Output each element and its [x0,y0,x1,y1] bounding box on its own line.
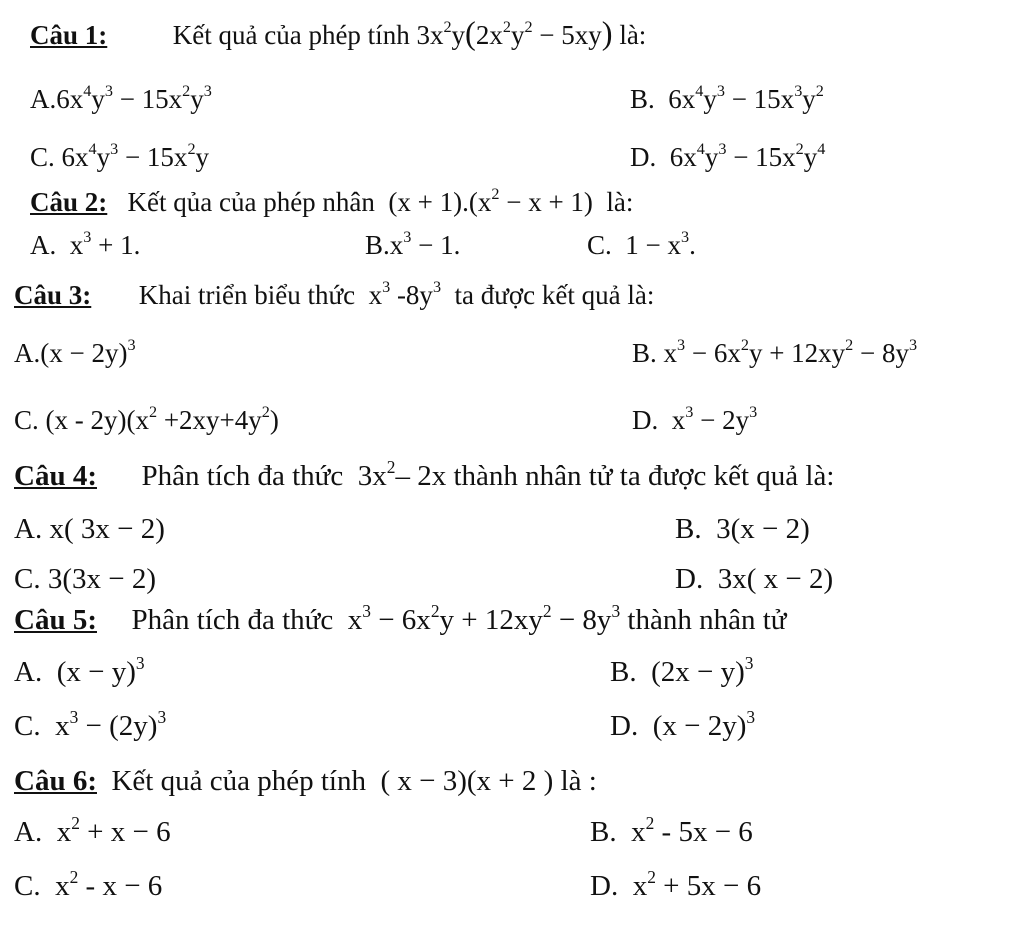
option-d[interactable] [632,403,758,435]
option-letter: B. [632,338,657,368]
option-letter: C. [14,405,39,435]
option-expression: $(x - y)^3$ [56,652,145,688]
option-letter: B. [630,84,655,114]
option-expression: $x^2 - x - 6$ [55,866,163,902]
option-letter: B. [590,816,617,848]
option-letter: C. [30,142,55,172]
option-letter: D. [630,142,657,172]
option-expression: $x^3 - 1$. [389,228,461,260]
option-letter: D. [590,870,619,902]
option-d[interactable] [630,140,826,172]
question-expression: $3x^2-$ 2x [357,456,447,492]
question-text-end: thành nhân tử [627,604,787,636]
option-a[interactable] [30,228,141,260]
option-d[interactable] [610,706,756,742]
option-a[interactable] [14,652,145,688]
option-expression: 3x( x − 2) [717,563,834,595]
option-expression: $6x^4y^3 - 15x^2y^3$ [56,82,212,114]
option-a[interactable] [14,515,165,544]
question-label: Câu 4: [14,460,97,492]
option-expression: $x^2 + x - 6$ [56,812,171,848]
option-letter: B. [365,230,390,260]
question-text: Phân tích đa thức [131,604,334,636]
option-expression: $x^3 - (2y)^3$ [55,706,167,742]
option-expression: $x^2 + 5x - 6$ [632,866,762,902]
question-label: Câu 2: [30,187,108,217]
option-c[interactable] [30,140,210,172]
option-b[interactable] [610,652,754,688]
question-label: Câu 5: [14,604,97,636]
question-text: Phân tích đa thức [141,460,344,492]
option-b[interactable] [675,515,810,544]
option-c[interactable] [14,706,167,742]
option-c[interactable] [587,228,696,260]
option-letter: B. [610,656,637,688]
question-text-end: là: [606,187,634,217]
option-expression: $6x^4y^3 - 15x^2y^4$ [669,140,826,172]
question-text: Khai triển biểu thức [138,280,356,310]
option-expression: $6x^4y^3 - 15x^3y^2$ [668,82,824,114]
question-6 [14,767,597,796]
question-label: Câu 3: [14,280,92,310]
option-letter: C. [14,870,41,902]
option-letter: A. [14,816,43,848]
question-label: Câu 6: [14,765,97,797]
question-5 [14,600,787,636]
option-letter: A. [30,230,57,260]
question-expression: ( x − 3)(x + 2 ) [380,765,554,797]
option-letter: B. [675,513,702,545]
option-letter: C. [14,710,41,742]
option-a[interactable] [30,82,212,114]
option-expression: 3(x − 2) [716,513,810,545]
question-expression: $x^3$ $-8y^3$ [368,278,442,310]
question-expression: $3x^2y(2x^2y^2 - 5xy)$ [416,16,613,52]
option-d[interactable] [675,565,833,594]
option-expression: x( 3x − 2) [49,513,165,545]
option-letter: D. [675,563,704,595]
option-b[interactable] [630,82,824,114]
question-text-end: là: [619,20,647,50]
option-letter: D. [632,405,659,435]
option-letter: C. [14,563,41,595]
option-expression: $(x - 2y)^3$ [652,706,756,742]
option-a[interactable] [14,812,171,848]
question-2 [30,185,634,217]
question-text-end: là : [560,765,597,797]
option-expression: $6x^4y^3 - 15x^2y$ [61,140,210,172]
question-3 [14,278,655,310]
option-expression: $x^3 + 1$. [69,228,141,260]
option-expression: $(2x - y)^3$ [651,652,754,688]
option-b[interactable] [632,336,918,368]
question-1 [30,18,646,50]
option-b[interactable] [365,228,461,260]
option-expression: $(x - 2y)^3$ [40,336,136,368]
option-letter: D. [610,710,639,742]
option-c[interactable] [14,866,163,902]
question-4 [14,456,835,492]
question-text: Kết qủa của phép nhân [127,187,375,217]
question-text: Kết quả của phép tính [172,20,410,50]
option-c[interactable] [14,565,156,594]
option-expression: $x^2 - 5x - 6$ [631,812,753,848]
option-b[interactable] [590,812,753,848]
question-expression: $(x + 1).(x^2 - x + 1)$ [388,185,593,217]
option-letter: A. [14,513,43,545]
option-letter: A. [14,338,41,368]
question-text-end: ta được kết quả là: [454,280,655,310]
option-expression: $(x - 2y)(x^2 +2xy+4y^2)$ [45,403,279,435]
option-expression: $x^3 - 6x^2y + 12xy^2 - 8y^3$ [663,336,918,368]
option-letter: C. [587,230,612,260]
question-text-end: thành nhân tử ta được kết quả là: [453,460,835,492]
option-c[interactable] [14,403,279,435]
option-expression: $x^3 - 2y^3$ [671,403,758,435]
option-d[interactable] [590,866,762,902]
option-letter: A. [30,84,57,114]
question-text: Kết quả của phép tính [111,765,366,797]
question-label: Câu 1: [30,20,108,50]
option-expression: $1 - x^3$. [625,228,696,260]
question-expression: $x^3 - 6x^2y + 12xy^2 - 8y^3$ [347,600,621,636]
option-a[interactable] [14,336,136,368]
option-expression: 3(3x − 2) [47,563,157,595]
option-letter: A. [14,656,43,688]
